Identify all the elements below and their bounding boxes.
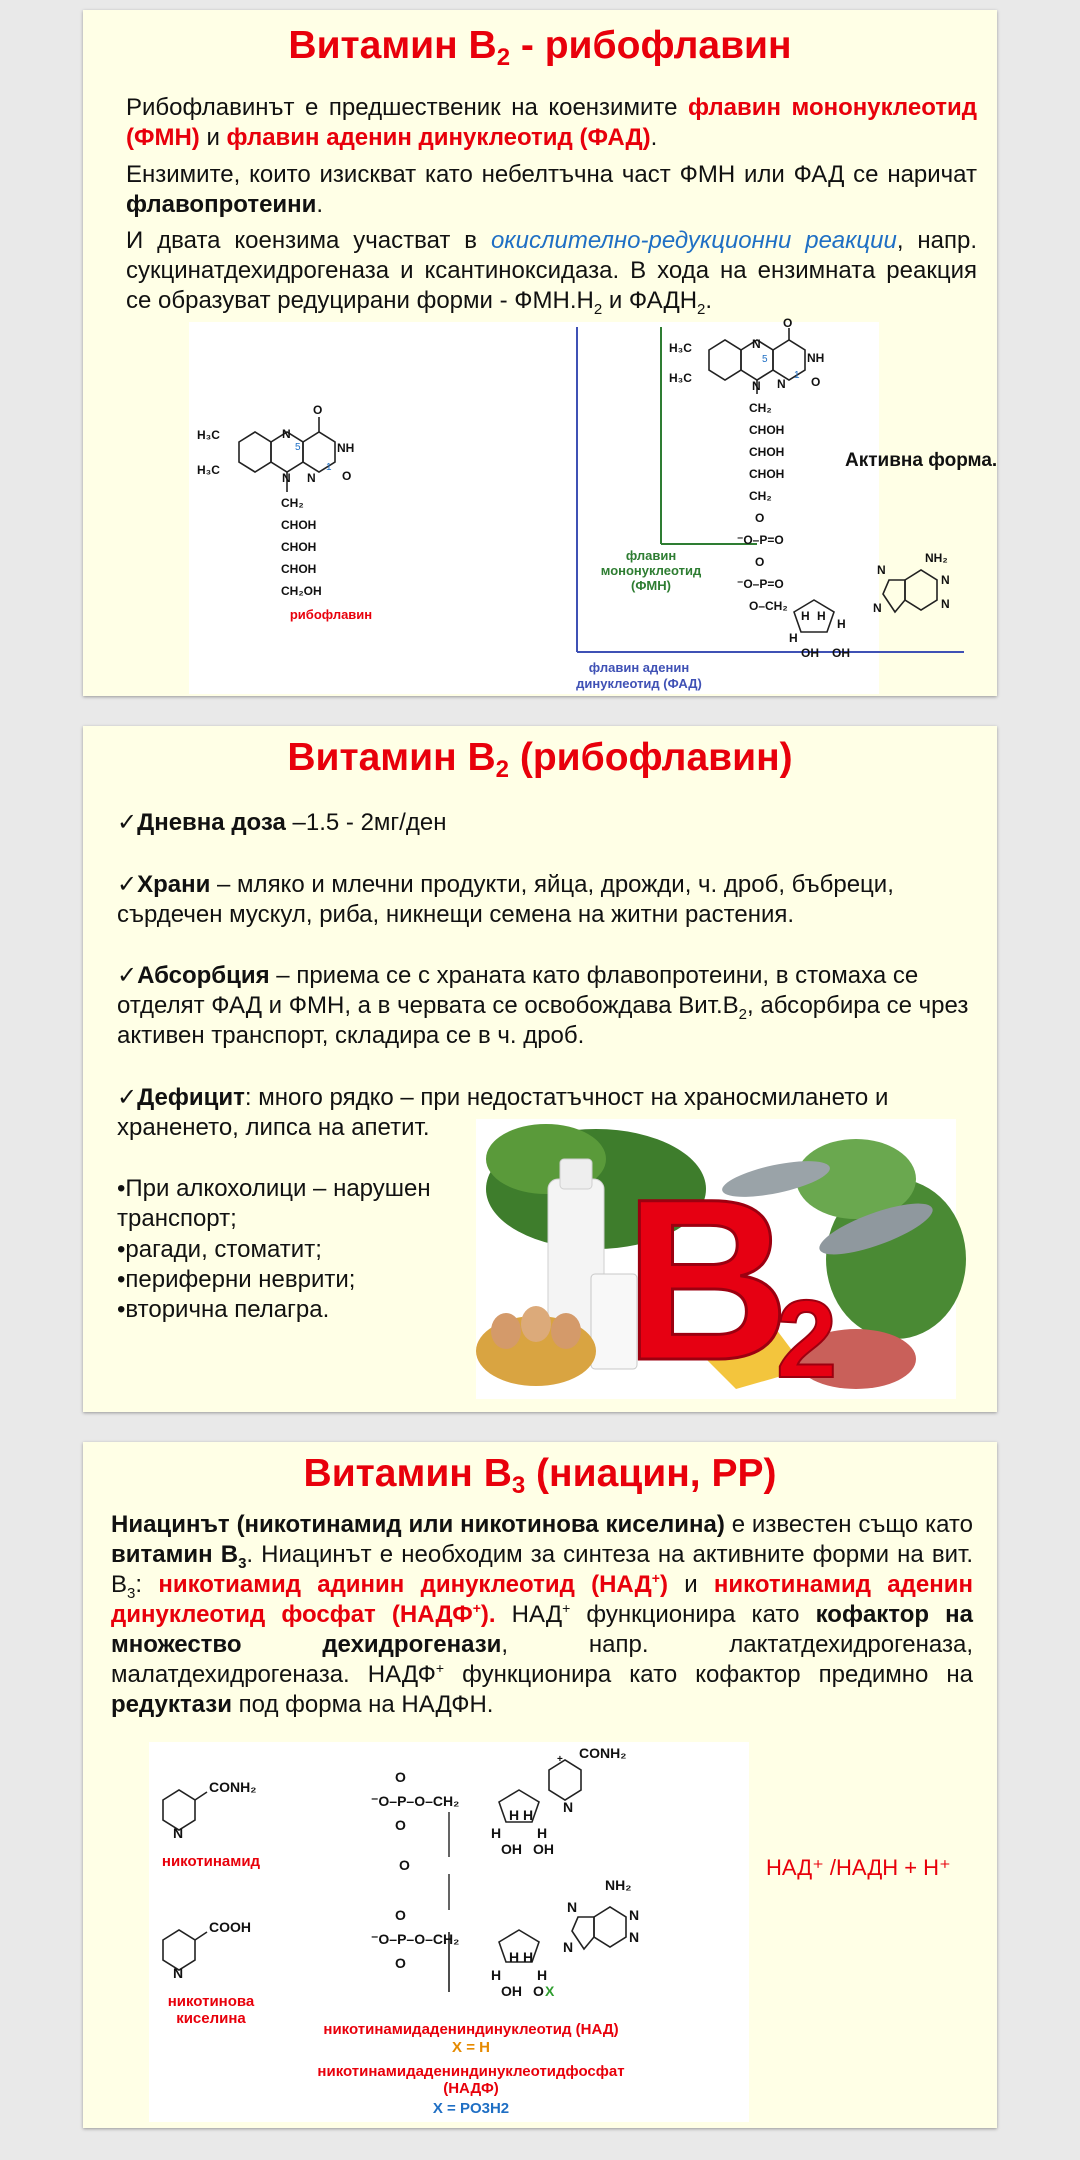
svg-text:H: H [491, 1825, 502, 1841]
svg-text:H: H [789, 631, 798, 645]
svg-text:CHOH: CHOH [749, 445, 785, 459]
slide1-title: Витамин $B_2$ - рибофлавин [288, 24, 792, 71]
svg-text:O: O [783, 316, 793, 330]
svg-text:H: H [537, 1825, 548, 1841]
svg-text:CH₂: CH₂ [281, 496, 304, 510]
flavin-structures-figure [189, 316, 998, 694]
svg-text:⁻O–P–O–CH₂: ⁻O–P–O–CH₂ [371, 1793, 460, 1809]
svg-text:N: N [777, 377, 786, 391]
svg-text:+: + [557, 1754, 563, 1765]
svg-text:O: O [533, 1983, 544, 1999]
svg-text:H: H [523, 1949, 534, 1965]
svg-text:N: N [563, 1799, 574, 1815]
svg-text:CHOH: CHOH [749, 467, 785, 481]
daily-dose-item: ✓Дневна доза –1.5 - 2мг/ден [117, 809, 447, 836]
svg-text:CHOH: CHOH [281, 562, 317, 576]
svg-text:O: O [342, 469, 352, 483]
svg-text:NH: NH [807, 351, 825, 365]
fmn-label-line2: мононуклеотид [600, 563, 702, 578]
deficit-bullet: •При алкохолици – нарушен транспорт; [117, 1175, 431, 1232]
foods-item: ✓Храни – мляко и млечни продукти, яйца, дрожди, ч. дроб, бъбреци, сърдечен мускул, риба, никнещи семена на житни растения. [117, 871, 894, 928]
slide-vitamin-b2-details [83, 726, 997, 1412]
deficit-bullet: •рагади, стоматит; [117, 1236, 322, 1263]
svg-text:CH₂OH: CH₂OH [281, 584, 322, 598]
nicotinamide-label: никотинамид [161, 1853, 261, 1870]
fmn-label-line3: (ФМН) [631, 578, 671, 593]
slide2-title: Витамин $B_2$ (рибофлавин) [287, 736, 793, 783]
svg-text:O–CH₂: O–CH₂ [749, 599, 788, 613]
absorption-item: ✓Абсорбция – приема се с храната като флавопротеини, в стомаха се отделят ФАД и ФМН, а в червата се освобождава $Вит.В_2$, абсорбира се чрез активен транспорт, складира се в ч. дроб. [117, 962, 969, 1049]
svg-text:N: N [629, 1929, 640, 1945]
svg-text:N: N [173, 1965, 184, 1981]
svg-text:CONH₂: CONH₂ [209, 1779, 257, 1795]
x-equals-po3h2: X = PO3H2 [432, 2100, 510, 2117]
svg-text:H₃C: H₃C [197, 428, 220, 442]
svg-text:CH₂: CH₂ [749, 401, 772, 415]
svg-text:H₃C: H₃C [669, 341, 692, 355]
svg-text:⁻O–P=O: ⁻O–P=O [737, 577, 784, 591]
slide1-paragraph-precursor: Рибофлавинът е предшественик на коензимите флавин мононуклеотид (ФМН) и флавин аденин динуклеотид (ФАД). [126, 94, 978, 151]
svg-text:⁻O–P=O: ⁻O–P=O [737, 533, 784, 547]
nad-structures-figure [149, 1742, 749, 2122]
svg-text:H: H [523, 1807, 534, 1823]
svg-text:H: H [509, 1949, 520, 1965]
svg-text:H₃C: H₃C [669, 371, 692, 385]
svg-text:N: N [563, 1939, 574, 1955]
svg-text:O: O [755, 511, 765, 525]
svg-text:CH₂: CH₂ [749, 489, 772, 503]
check-icon: ✓ [117, 1084, 138, 1111]
svg-text:O: O [811, 375, 821, 389]
svg-text:1: 1 [794, 370, 800, 381]
fmn-label-line1: флавин [625, 548, 677, 563]
svg-text:N: N [173, 1825, 184, 1841]
slide3-title: Витамин $B_3$ (ниацин, PP) [303, 1452, 777, 1499]
svg-text:O: O [395, 1907, 406, 1923]
svg-text:N: N [752, 379, 761, 393]
nicotinic-acid-label-2: киселина [176, 2010, 246, 2027]
svg-text:NH₂: NH₂ [925, 551, 948, 565]
svg-text:OH: OH [801, 646, 819, 660]
x-equals-h: X = H [452, 2039, 490, 2056]
svg-text:H: H [537, 1967, 548, 1983]
svg-text:X: X [545, 1983, 555, 1999]
svg-text:1: 1 [326, 462, 332, 473]
nadp-label-1: никотинамидадениндинуклеотидфосфат [317, 2063, 625, 2080]
svg-text:N: N [877, 563, 886, 577]
svg-text:H: H [817, 609, 826, 623]
nad-label: никотинамидадениндинуклеотид (НАД) [323, 2021, 619, 2038]
fad-label-line1: флавин аденин [588, 660, 690, 675]
nadp-label-2: (НАДФ) [443, 2080, 499, 2097]
svg-text:H₃C: H₃C [197, 463, 220, 477]
slide-vitamin-b2-riboflavin [83, 10, 997, 696]
svg-text:N: N [567, 1899, 578, 1915]
svg-text:O: O [399, 1857, 410, 1873]
svg-text:5: 5 [295, 442, 301, 453]
check-icon: ✓ [117, 871, 138, 898]
slide1-paragraph-flavoproteins: Ензимите, които изискват като небелтъчна част ФМН или ФАД се наричат флавопротеини. [126, 161, 977, 218]
check-icon: ✓ [117, 809, 138, 836]
slide1-paragraph-redox: И двата коензима участват в окислително-редукционни реакции, напр. сукцинатдехидрогеназа и ксантиноксидаза. В хода на ензимната реакция се образуват редуцирани форми - $ФМН.Н_2$ и $ФАДН_2$. [126, 227, 977, 318]
svg-text:N: N [282, 471, 291, 485]
svg-text:O: O [395, 1769, 406, 1785]
svg-text:N: N [752, 337, 761, 351]
svg-text:O: O [395, 1817, 406, 1833]
svg-text:O: O [395, 1955, 406, 1971]
deficit-bullet: •периферни неврити; [117, 1266, 356, 1293]
deficit-item: ✓Дефицит: много рядко – при недостатъчност на храносмилането и храненето, липса на апетит. [117, 1084, 889, 1141]
active-form-label: Активна форма. [845, 450, 998, 471]
slide3-paragraph-niacin: Ниацинът (никотинамид или никотинова киселина) е известен също като витамин $В_3$. Ниацинът е необходим за синтеза на активните форми на вит. $В_3$: никотиамид адинин динуклеотид (НАД+) и никотинамид аденин динуклеотид фосфат (НАДФ+). НАД+ функционира като кофактор на множество дехидрогенази, напр. лактатдехидрогеназа, малатдехидрогеназа. НАДФ+ функционира като кофактор предимно на редуктази под форма на НАДФН. [111, 1511, 974, 1718]
b2-letter-b: B [624, 1151, 791, 1408]
deficit-bullet: •вторична пелагра. [117, 1296, 330, 1323]
svg-text:COOH: COOH [209, 1919, 251, 1935]
svg-text:H: H [801, 609, 810, 623]
svg-text:N: N [873, 601, 882, 615]
svg-text:H: H [509, 1807, 520, 1823]
svg-text:⁻O–P–O–CH₂: ⁻O–P–O–CH₂ [371, 1931, 460, 1947]
svg-text:OH: OH [533, 1841, 554, 1857]
nicotinic-acid-label-1: никотинова [167, 1993, 255, 2010]
svg-text:CHOH: CHOH [281, 540, 317, 554]
svg-text:5: 5 [762, 354, 768, 365]
svg-text:CHOH: CHOH [749, 423, 785, 437]
riboflavin-label: рибофлавин [289, 607, 373, 622]
svg-text:NH₂: NH₂ [605, 1877, 632, 1893]
check-icon: ✓ [117, 962, 138, 989]
svg-text:O: O [313, 403, 323, 417]
svg-text:N: N [282, 427, 291, 441]
svg-text:OH: OH [501, 1841, 522, 1857]
fad-label-line2: динуклеотид (ФАД) [576, 676, 702, 691]
svg-text:H: H [491, 1967, 502, 1983]
svg-text:N: N [629, 1907, 640, 1923]
svg-text:CHOH: CHOH [281, 518, 317, 532]
b2-digit-2: 2 [776, 1278, 838, 1401]
svg-text:N: N [307, 471, 316, 485]
slide-vitamin-b3-niacin [83, 1442, 997, 2128]
svg-text:O: O [755, 555, 765, 569]
svg-text:NH: NH [337, 441, 355, 455]
svg-text:H: H [837, 617, 846, 631]
nad-nadh-equation: НАД⁺ /НАДН + Н⁺ [766, 1855, 951, 1880]
svg-text:N: N [941, 573, 950, 587]
svg-text:N: N [941, 597, 950, 611]
svg-text:OH: OH [501, 1983, 522, 1999]
svg-text:CONH₂: CONH₂ [579, 1745, 627, 1761]
svg-text:OH: OH [832, 646, 850, 660]
b2-foods-illustration [476, 1119, 956, 1408]
